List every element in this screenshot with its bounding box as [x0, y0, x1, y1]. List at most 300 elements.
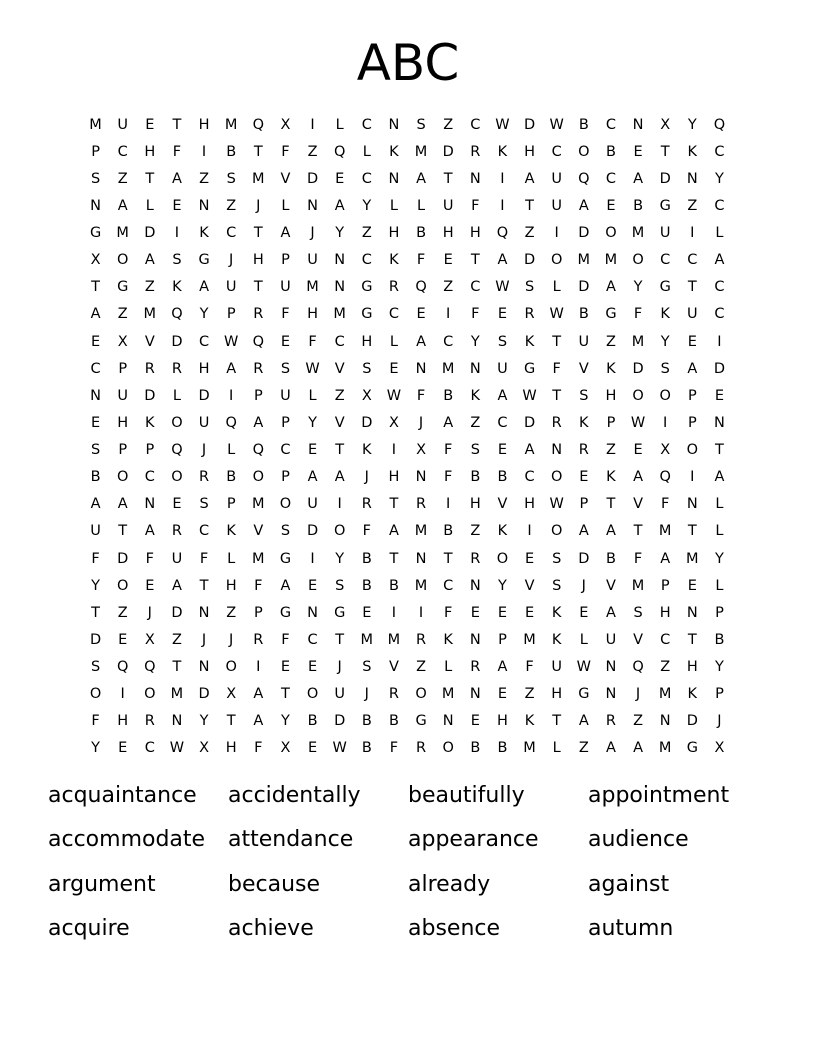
grid-letter: C — [497, 414, 508, 431]
grid-letter: F — [633, 306, 643, 323]
grid-letter: H — [524, 143, 536, 160]
grid-letter: E — [118, 740, 128, 757]
grid-letter: Q — [225, 414, 237, 431]
grid-letter: O — [659, 387, 671, 404]
grid-letter: P — [253, 387, 263, 404]
grid-letter: I — [500, 197, 505, 214]
grid-letter: Z — [443, 279, 454, 296]
grid-letter: F — [254, 577, 263, 594]
grid-letter: A — [660, 550, 671, 567]
grid-letter: P — [281, 414, 290, 431]
grid-letter: Y — [308, 414, 317, 431]
grid-letter: A — [605, 740, 616, 757]
grid-letter: I — [690, 225, 695, 242]
word-list-item: acquaintance — [48, 783, 197, 808]
grid-letter: A — [605, 523, 616, 540]
grid-letter: R — [199, 469, 210, 486]
grid-letter: A — [633, 170, 644, 187]
grid-letter: A — [578, 713, 589, 730]
grid-letter: O — [306, 686, 319, 703]
grid-letter: E — [172, 496, 182, 513]
grid-letter: K — [524, 713, 535, 730]
word-list-item: absence — [408, 915, 501, 941]
grid-letter: H — [361, 333, 373, 350]
grid-letter: C — [117, 143, 128, 160]
grid-letter: Q — [171, 306, 183, 323]
grid-letter: B — [470, 469, 481, 486]
grid-letter: T — [687, 279, 697, 296]
grid-letter: L — [308, 387, 317, 404]
grid-letter: P — [687, 414, 697, 431]
word-list-item: autumn — [588, 915, 674, 941]
grid-letter: M — [116, 225, 129, 242]
grid-letter: R — [470, 659, 481, 676]
grid-letter: R — [416, 631, 427, 648]
grid-letter: Y — [362, 197, 372, 214]
grid-letter: P — [253, 604, 263, 621]
grid-letter: S — [172, 252, 182, 269]
grid-letter: E — [145, 577, 155, 594]
grid-letter: C — [443, 333, 454, 350]
word-list-item: appearance — [408, 827, 539, 853]
grid-letter: T — [660, 143, 670, 160]
grid-letter: A — [605, 604, 616, 621]
grid-letter: F — [281, 631, 290, 648]
grid-letter: F — [91, 713, 100, 730]
grid-letter: Z — [470, 523, 481, 540]
grid-letter: F — [444, 604, 453, 621]
grid-letter: W — [169, 740, 185, 757]
grid-letter: L — [227, 550, 236, 567]
grid-letter: H — [388, 225, 400, 242]
grid-letter: A — [280, 577, 291, 594]
grid-letter: E — [118, 631, 128, 648]
grid-letter: Y — [199, 713, 209, 730]
grid-letter: G — [198, 252, 210, 269]
grid-letter: K — [606, 469, 616, 486]
grid-letter: B — [443, 523, 454, 540]
puzzle-title: ABC — [356, 34, 460, 92]
grid-letter: M — [658, 740, 672, 757]
grid-letter: D — [578, 225, 590, 242]
grid-letter: T — [118, 523, 128, 540]
grid-letter: L — [579, 631, 588, 648]
grid-letter: N — [307, 604, 318, 621]
grid-letter: H — [524, 496, 536, 513]
grid-letter: G — [605, 306, 617, 323]
grid-letter: U — [198, 414, 210, 431]
grid-letter: C — [144, 740, 155, 757]
grid-letter: R — [416, 740, 427, 757]
grid-letter: Q — [252, 442, 265, 459]
grid-letter: E — [524, 550, 535, 567]
grid-letter: H — [686, 659, 698, 676]
grid-letter: W — [495, 279, 510, 296]
grid-letter: N — [198, 604, 210, 621]
grid-letter: Y — [335, 550, 345, 567]
grid-letter: O — [415, 686, 427, 703]
grid-letter: Y — [633, 279, 643, 296]
grid-letter: A — [388, 523, 399, 540]
grid-letter: K — [551, 631, 562, 648]
grid-letter: F — [444, 442, 453, 459]
grid-letter: R — [470, 550, 481, 567]
grid-letter: N — [144, 496, 156, 513]
grid-letter: M — [387, 631, 401, 648]
grid-letter: A — [117, 496, 128, 513]
grid-letter: D — [632, 360, 644, 377]
grid-letter: T — [281, 686, 290, 703]
grid-letter: A — [144, 523, 155, 540]
grid-letter: U — [307, 252, 318, 269]
grid-letter: A — [416, 333, 427, 350]
grid-letter: S — [335, 577, 345, 594]
grid-letter: N — [90, 197, 101, 214]
grid-letter: B — [388, 713, 399, 730]
grid-letter: V — [605, 577, 616, 594]
grid-letter: N — [469, 170, 481, 187]
grid-letter: J — [201, 442, 207, 459]
grid-letter: P — [281, 469, 290, 486]
grid-letter: U — [171, 550, 183, 567]
grid-letter: X — [416, 442, 427, 459]
grid-letter: A — [714, 469, 725, 486]
grid-letter: N — [334, 252, 346, 269]
grid-letter: F — [281, 143, 290, 160]
grid-letter: I — [120, 686, 125, 703]
grid-letter: B — [633, 197, 644, 214]
grid-letter: B — [388, 577, 399, 594]
grid-letter: T — [253, 279, 263, 296]
grid-letter: L — [362, 143, 371, 160]
grid-letter: U — [90, 523, 101, 540]
grid-letter: G — [659, 279, 671, 296]
grid-letter: K — [145, 414, 155, 431]
grid-letter: H — [198, 360, 210, 377]
grid-letter: P — [687, 387, 697, 404]
grid-letter: S — [497, 333, 508, 350]
grid-letter: A — [605, 279, 616, 296]
grid-letter: W — [549, 116, 564, 133]
grid-letter: J — [256, 197, 261, 214]
grid-letter: C — [361, 116, 372, 133]
grid-letter: T — [91, 604, 100, 621]
grid-letter: Q — [496, 225, 509, 242]
grid-letter: Z — [117, 170, 128, 187]
grid-letter: S — [416, 116, 426, 133]
word-list-item: appointment — [588, 783, 730, 808]
grid-letter: V — [253, 523, 264, 540]
grid-letter: J — [310, 225, 315, 242]
grid-letter: G — [578, 686, 590, 703]
grid-letter: H — [117, 414, 129, 431]
grid-letter: V — [633, 496, 644, 513]
grid-letter: Y — [498, 577, 507, 594]
grid-letter: V — [497, 496, 508, 513]
grid-letter: F — [471, 197, 480, 214]
grid-letter: U — [551, 197, 562, 214]
grid-letter: M — [658, 523, 672, 540]
grid-letter: D — [523, 414, 536, 431]
grid-letter: K — [470, 387, 481, 404]
grid-letter: O — [252, 469, 265, 486]
grid-letter: W — [305, 360, 320, 377]
grid-letter: F — [552, 360, 561, 377]
grid-letter: L — [145, 197, 154, 214]
grid-letter: L — [552, 279, 561, 296]
grid-letter: Y — [715, 659, 724, 676]
grid-letter: D — [117, 550, 129, 567]
grid-letter: C — [199, 523, 210, 540]
word-list-item: because — [228, 871, 321, 897]
grid-letter: K — [579, 414, 589, 431]
grid-letter: U — [442, 197, 454, 214]
grid-letter: W — [522, 387, 537, 404]
grid-letter: O — [116, 252, 129, 269]
grid-letter: C — [226, 225, 237, 242]
grid-letter: O — [578, 143, 590, 160]
grid-letter: H — [605, 387, 617, 404]
grid-letter: A — [497, 387, 508, 404]
grid-letter: G — [686, 740, 698, 757]
grid-letter: Q — [144, 659, 156, 676]
grid-letter: T — [145, 170, 155, 187]
grid-letter: U — [687, 306, 698, 323]
grid-letter: L — [227, 442, 236, 459]
grid-letter: E — [497, 686, 508, 703]
grid-letter: S — [552, 550, 562, 567]
grid-letter: S — [199, 496, 209, 513]
grid-letter: J — [337, 659, 342, 676]
grid-letter: E — [470, 713, 480, 730]
grid-letter: W — [576, 659, 591, 676]
grid-letter: P — [606, 414, 616, 431]
grid-letter: C — [714, 197, 725, 214]
grid-letter: Z — [144, 279, 155, 296]
grid-letter: L — [281, 197, 290, 214]
grid-letter: J — [201, 631, 207, 648]
grid-letter: J — [147, 604, 152, 621]
grid-letter: E — [497, 604, 508, 621]
grid-letter: Z — [605, 333, 616, 350]
grid-letter: S — [90, 170, 101, 187]
word-list-item: already — [408, 871, 491, 897]
grid-letter: I — [690, 469, 695, 486]
grid-letter: I — [310, 116, 315, 133]
grid-letter: W — [549, 306, 564, 323]
grid-letter: K — [687, 143, 698, 160]
grid-letter: I — [201, 143, 207, 160]
grid-letter: A — [714, 252, 725, 269]
grid-letter: Z — [524, 686, 535, 703]
grid-letter: H — [307, 306, 319, 323]
grid-letter: K — [551, 604, 562, 621]
grid-letter: M — [333, 306, 346, 323]
grid-letter: C — [551, 143, 562, 160]
grid-letter: X — [144, 631, 155, 648]
grid-letter: U — [578, 333, 590, 350]
grid-letter: Z — [633, 713, 644, 730]
grid-letter: T — [552, 713, 562, 730]
grid-letter: M — [441, 360, 455, 377]
grid-letter: F — [416, 387, 426, 404]
grid-letter: N — [686, 604, 698, 621]
grid-letter: Z — [226, 604, 237, 621]
grid-letter: B — [605, 143, 616, 160]
grid-letter: N — [469, 360, 481, 377]
grid-letter: E — [497, 306, 508, 323]
grid-letter: D — [198, 387, 210, 404]
grid-letter: T — [389, 496, 399, 513]
grid-letter: K — [606, 360, 616, 377]
grid-letter: R — [144, 713, 155, 730]
grid-letter: M — [523, 740, 536, 757]
grid-letter: R — [551, 414, 562, 431]
grid-letter: O — [144, 686, 156, 703]
grid-letter: F — [471, 306, 480, 323]
grid-letter: X — [90, 252, 101, 269]
grid-letter: O — [171, 414, 183, 431]
grid-letter: G — [659, 197, 671, 214]
grid-letter: H — [225, 740, 237, 757]
grid-letter: K — [524, 333, 535, 350]
grid-letter: E — [687, 577, 697, 594]
grid-letter: M — [252, 550, 265, 567]
grid-letter: E — [90, 333, 101, 350]
grid-letter: Q — [252, 333, 265, 350]
grid-letter: V — [633, 631, 644, 648]
grid-letter: B — [470, 740, 481, 757]
grid-letter: T — [443, 170, 453, 187]
grid-letter: T — [525, 197, 534, 214]
grid-letter: K — [389, 143, 399, 160]
grid-letter: N — [415, 360, 427, 377]
grid-letter: B — [497, 469, 508, 486]
grid-letter: S — [90, 659, 101, 676]
grid-letter: C — [307, 631, 318, 648]
grid-letter: Z — [443, 116, 454, 133]
grid-letter: N — [415, 550, 427, 567]
word-list-item: audience — [588, 827, 689, 853]
grid-letter: V — [334, 360, 345, 377]
grid-letter: A — [226, 360, 237, 377]
grid-letter: G — [89, 225, 102, 242]
grid-letter: R — [524, 306, 535, 323]
grid-letter: S — [552, 577, 562, 594]
grid-letter: Q — [659, 469, 671, 486]
grid-letter: C — [660, 252, 671, 269]
grid-letter: I — [717, 333, 722, 350]
grid-letter: G — [279, 604, 292, 621]
grid-letter: R — [144, 360, 155, 377]
grid-letter: A — [253, 713, 264, 730]
grid-letter: O — [550, 469, 563, 486]
grid-letter: Z — [361, 225, 372, 242]
grid-letter: T — [91, 279, 100, 296]
grid-letter: E — [714, 387, 725, 404]
grid-letter: D — [89, 631, 102, 648]
grid-letter: N — [632, 116, 644, 133]
grid-letter: T — [226, 713, 236, 730]
grid-letter: M — [252, 170, 265, 187]
grid-letter: U — [659, 225, 671, 242]
grid-letter: A — [443, 414, 454, 431]
grid-letter: A — [171, 170, 182, 187]
grid-letter: B — [361, 577, 372, 594]
grid-letter: J — [581, 577, 586, 594]
grid-letter: R — [578, 442, 589, 459]
grid-letter: Z — [578, 740, 589, 757]
word-list-item: beautifully — [408, 783, 525, 808]
grid-letter: V — [334, 414, 345, 431]
grid-letter: E — [416, 306, 426, 323]
grid-letter: V — [144, 333, 155, 350]
grid-letter: R — [470, 143, 481, 160]
grid-letter: F — [254, 740, 263, 757]
grid-letter: J — [364, 469, 369, 486]
grid-letter: A — [524, 170, 535, 187]
grid-letter: A — [334, 469, 345, 486]
grid-letter: A — [144, 252, 155, 269]
grid-letter: X — [226, 686, 237, 703]
grid-letter: J — [635, 686, 641, 703]
grid-letter: Z — [687, 197, 698, 214]
grid-letter: M — [577, 252, 591, 269]
grid-letter: P — [715, 686, 724, 703]
grid-letter: F — [633, 550, 643, 567]
grid-letter: M — [252, 496, 265, 513]
grid-letter: E — [633, 143, 643, 160]
grid-letter: O — [550, 252, 563, 269]
grid-letter: A — [307, 469, 318, 486]
grid-letter: E — [280, 659, 291, 676]
word-list-item: accidentally — [228, 783, 361, 808]
grid-letter: I — [391, 442, 397, 459]
grid-letter: S — [660, 360, 670, 377]
grid-letter: Y — [687, 116, 697, 133]
grid-letter: G — [523, 360, 536, 377]
grid-letter: A — [199, 279, 210, 296]
grid-letter: K — [443, 631, 453, 648]
grid-letter: F — [525, 659, 534, 676]
grid-letter: L — [552, 740, 561, 757]
grid-letter: Y — [91, 577, 100, 594]
grid-letter: O — [116, 469, 129, 486]
grid-letter: C — [144, 469, 155, 486]
grid-letter: C — [660, 631, 671, 648]
grid-letter: O — [89, 686, 102, 703]
grid-letter: Y — [281, 713, 290, 730]
grid-letter: E — [307, 659, 318, 676]
grid-letter: T — [253, 143, 263, 160]
grid-letter: N — [415, 469, 427, 486]
grid-letter: B — [226, 143, 237, 160]
grid-letter: Z — [334, 387, 345, 404]
grid-letter: N — [334, 279, 346, 296]
grid-letter: Z — [199, 170, 210, 187]
grid-letter: O — [116, 577, 129, 594]
grid-letter: X — [280, 740, 291, 757]
grid-letter: C — [470, 279, 481, 296]
grid-letter: S — [362, 360, 372, 377]
grid-letter: Z — [605, 442, 616, 459]
grid-letter: E — [172, 197, 182, 214]
grid-letter: S — [226, 170, 236, 187]
grid-letter: W — [332, 740, 347, 757]
grid-letter: N — [307, 197, 318, 214]
grid-letter: N — [388, 116, 400, 133]
grid-letter: D — [334, 713, 346, 730]
